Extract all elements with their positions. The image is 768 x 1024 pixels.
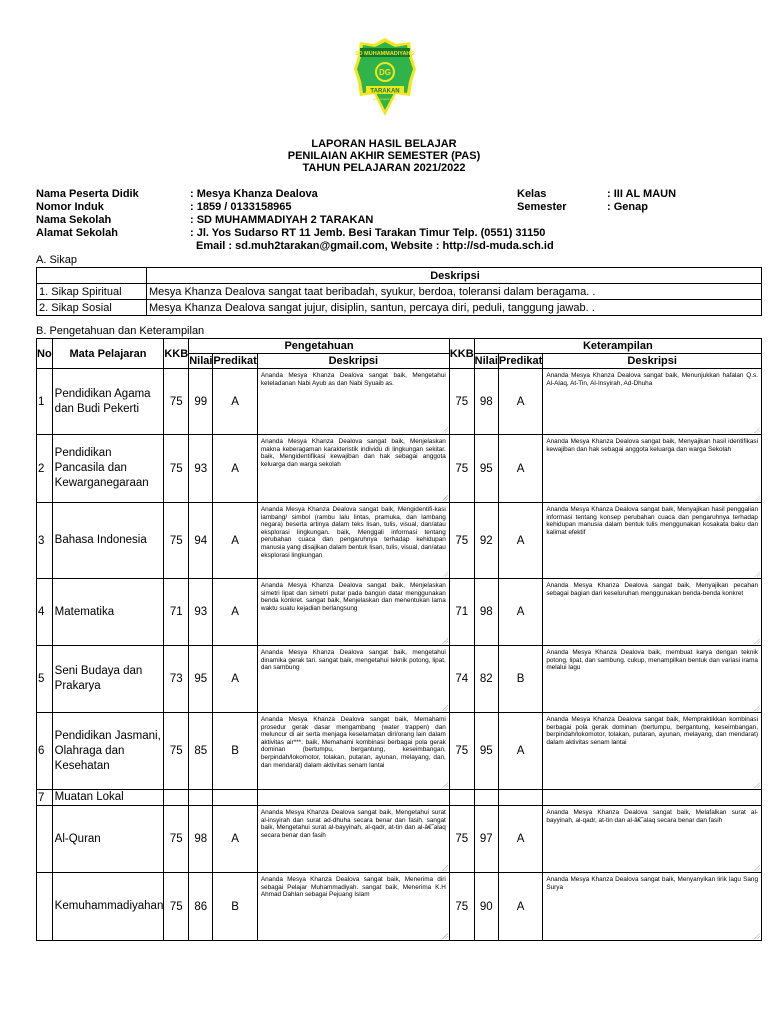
col-nilai-p: Nilai xyxy=(189,355,213,367)
report-year: TAHUN PELAJARAN 2021/2022 xyxy=(302,162,466,174)
table-row xyxy=(37,435,762,503)
semester-value: : Genap xyxy=(607,201,648,213)
row-mapel: Seni Budaya dan Prakarya xyxy=(52,646,164,713)
address-label: Alamat Sekolah xyxy=(36,227,118,239)
table-row xyxy=(37,873,762,941)
col-deskripsi-p: Deskripsi xyxy=(257,354,449,369)
row-predikat-k: B xyxy=(498,646,542,713)
row-nilai-p: 93 xyxy=(189,579,213,646)
table-row xyxy=(37,806,762,873)
row-desc-k: Ananda Mesya Khanza Dealova sangat baik, Menyajikan hasil penggalian informasi tentang konsep perubahan cuaca dan pengaruhnya terhadap kehidupan manusia dalam bentuk tulis menggunakan kosakata baku dan kalimat efektif xyxy=(543,503,762,579)
sikap-desc: Mesya Khanza Dealova sangat jujur, disiplin, santun, percaya diri, peduli, tanggung jawab. . xyxy=(147,300,762,316)
row-nilai-k: 95 xyxy=(474,435,498,503)
row-mapel: Pendidikan Agama dan Budi Pekerti xyxy=(52,369,164,435)
sikap-header: Deskripsi xyxy=(147,268,762,284)
row-predikat-p: A xyxy=(213,806,257,873)
row-desc-p: Ananda Mesya Khanza Dealova sangat baik, mengetahui dinamika gerak tari. sangat baik, mengetahui teknik potong, lipat, dan sambung xyxy=(257,646,449,713)
row-nilai-p: 98 xyxy=(189,806,213,873)
sikap-desc: Mesya Khanza Dealova sangat taat beribadah, syukur, berdoa, toleransi dalam beragama. . xyxy=(147,284,762,300)
row-nilai-p: 94 xyxy=(189,503,213,579)
row-nilai-p: 85 xyxy=(189,713,213,790)
table-row xyxy=(37,790,762,806)
row-kkb-p: 75 xyxy=(164,503,189,579)
sikap-label: 1. Sikap Spiritual xyxy=(37,284,147,300)
row-nilai-k: 82 xyxy=(474,646,498,713)
row-kkb-p: 73 xyxy=(164,646,189,713)
class-label: Kelas xyxy=(517,188,547,200)
logo-bottom-text: TARAKAN xyxy=(370,88,400,95)
row-kkb-p: 75 xyxy=(164,369,189,435)
row-kkb-k: 74 xyxy=(449,646,474,713)
row-mapel: Al-Quran xyxy=(52,806,164,873)
row-desc-k: Ananda Mesya Khanza Dealova sangat baik, Menunjukkan hafalan Q.s. Al-Alaq, At-Tin, Al-Insyirah, Ad-Dhuha xyxy=(543,369,762,435)
row-desc-k: Ananda Mesya Khanza Dealova sangat baik, Menyanyikan lirik lagu Sang Surya xyxy=(543,873,762,941)
name-label: Nama Peserta Didik xyxy=(36,188,139,200)
row-nilai-p: 93 xyxy=(189,435,213,503)
row-desc-p: Ananda Mesya Khanza Dealova sangat baik, Menerima diri sebagai Pelajar Muhammadiyah. sangat baik, Menerima K.H Ahmad Dahlan sebagai Pejuang Islam xyxy=(257,873,449,941)
row-no: 6 xyxy=(37,713,53,790)
sikap-label: 2. Sikap Sosial xyxy=(37,300,147,316)
row-no: 2 xyxy=(37,435,53,503)
row-predikat-p: A xyxy=(213,503,257,579)
row-kkb-k: 75 xyxy=(449,873,474,941)
row-desc-k: Ananda Mesya Khanza Dealova sangat baik, Menyajikan pecahan sebagai bagian dari keseluruhan menggunakan benda-benda konkret xyxy=(543,579,762,646)
sikap-table xyxy=(36,267,762,316)
muatan-lokal-label: Muatan Lokal xyxy=(52,790,164,806)
class-value: : III AL MAUN xyxy=(607,188,677,200)
row-predikat-p: A xyxy=(213,369,257,435)
semester-label: Semester xyxy=(517,201,567,213)
row-nilai-k: 98 xyxy=(474,369,498,435)
school-value: : SD MUHAMMADIYAH 2 TARAKAN xyxy=(190,214,374,226)
row-kkb-k: 75 xyxy=(449,806,474,873)
row-predikat-p: A xyxy=(213,435,257,503)
row-no: 5 xyxy=(37,646,53,713)
name-value: : Mesya Khanza Dealova xyxy=(190,188,318,200)
logo-motto: Berkemajuan Ilmu xyxy=(372,97,398,101)
row-nilai-p: 95 xyxy=(189,646,213,713)
row-predikat-k: A xyxy=(498,435,542,503)
table-row xyxy=(37,646,762,713)
row-nilai-k: 95 xyxy=(474,713,498,790)
row-predikat-k: A xyxy=(498,579,542,646)
row-desc-p: Ananda Mesya Khanza Dealova sangat baik, Mengetahui keteladanan Nabi Ayub as dan Nabi Syuaib as. xyxy=(257,369,449,435)
col-kkb-k: KKB xyxy=(449,339,474,369)
col-mapel: Mata Pelajaran xyxy=(52,339,164,369)
row-mapel: Pendidikan Jasmani, Olahraga dan Kesehatan xyxy=(52,713,164,790)
grades-table xyxy=(36,338,762,941)
row-predikat-p: A xyxy=(213,579,257,646)
row-nilai-k: 90 xyxy=(474,873,498,941)
row-desc-k: Ananda Mesya Khanza Dealova sangat baik, Mempraktikkan kombinasi berbagai pola gerak dominan (bertumpu, bergantung, keseimbangan, berpindah/lokomotor, tolakan, putaran, ayunan, melayang, dan mendarat) dalam aktivitas senam lantai xyxy=(543,713,762,790)
row-nilai-p: 99 xyxy=(189,369,213,435)
row-desc-p: Ananda Mesya Khanza Dealova sangat baik, Mengidentifi-kasi lambang/ simbol (rambu lalu lintas, pramuka, dan lambang negara) beserta artinya dalam teks lisan, tulis, visual, dan/atau eksplorasi lingkungan. baik, Menggali informasi tentang perubahan cuaca dan pengaruhnya terhadap kehidupan manusia yang disajikan dalam bentuk lisan, tulis, visual, dan/atau eksplorasi lingkungan xyxy=(257,503,449,579)
row-no: 7 xyxy=(37,790,53,806)
table-row xyxy=(37,713,762,790)
section-pk-title: B. Pengetahuan dan Keterampilan xyxy=(36,325,205,337)
row-no: 3 xyxy=(37,503,53,579)
row-desc-p: Ananda Mesya Khanza Dealova sangat baik, Memahami prosedur gerak dasar mengambang (water trappen) dan meluncur di air serta menjaga keselamatan diri/orang lain dalam aktivitas air***. baik, Memahami kombinasi berbagai pola gerak dominan (bertumpu, bergantung, keseimbangan, berpindah/lokomotor, tolakan, putaran, ayunan, melayang, dan, dan mendarat) dalam aktivitas senam lantai xyxy=(257,713,449,790)
col-deskripsi-k: Deskripsi xyxy=(543,354,762,369)
section-sikap-title: A. Sikap xyxy=(36,254,77,266)
row-nilai-k: 92 xyxy=(474,503,498,579)
id-label: Nomor Induk xyxy=(36,201,104,213)
col-pengetahuan: Pengetahuan xyxy=(189,339,450,354)
logo-top-text: SD MUHAMMADIYAH 2 xyxy=(355,51,415,57)
row-desc-p: Ananda Mesya Khanza Dealova sangat baik, Mengetahui surat al-insyirah dan surat ad-dhuha secara benar dan fasih. sangat baik, Mengetahui surat al-bayyinah, al-qadr, at-tin dan al-â€˜alaq secara benar dan fasih xyxy=(257,806,449,873)
row-kkb-p: 75 xyxy=(164,873,189,941)
row-kkb-p: 75 xyxy=(164,713,189,790)
row-desc-k: Ananda Mesya Khanza Dealova baik, membuat karya dengan teknik potong, lipat, dan sambung. cukup, menampilkan bentuk dan variasi irama melalui lagu xyxy=(543,646,762,713)
col-no: No xyxy=(37,339,53,369)
col-predikat-k: Predikat xyxy=(498,355,543,367)
school-logo xyxy=(352,36,418,118)
col-predikat-p: Predikat xyxy=(213,355,257,367)
row-predikat-k: A xyxy=(498,503,542,579)
row-nilai-k: 98 xyxy=(474,579,498,646)
row-no: 4 xyxy=(37,579,53,646)
row-nilai-p: 86 xyxy=(189,873,213,941)
table-row xyxy=(37,579,762,646)
row-no: 1 xyxy=(37,369,53,435)
row-predikat-k: A xyxy=(498,369,542,435)
report-title: LAPORAN HASIL BELAJAR xyxy=(311,138,457,150)
row-kkb-k: 71 xyxy=(449,579,474,646)
row-kkb-k: 75 xyxy=(449,713,474,790)
row-kkb-k: 75 xyxy=(449,369,474,435)
row-predikat-k: A xyxy=(498,806,542,873)
id-value: : 1859 / 0133158965 xyxy=(190,201,292,213)
row-kkb-p: 71 xyxy=(164,579,189,646)
table-row xyxy=(37,284,762,300)
table-row xyxy=(37,503,762,579)
email-line: Email : sd.muh2tarakan@gmail.com, Website : http://sd-muda.sch.id xyxy=(196,240,554,252)
row-desc-k: Ananda Mesya Khanza Dealova sangat baik, Menyajikan hasil identifikasi kewajiban dan hak sebagai anggota keluarga dan warga Sekolah xyxy=(543,435,762,503)
row-predikat-p: B xyxy=(213,713,257,790)
row-predikat-p: B xyxy=(213,873,257,941)
row-nilai-k: 97 xyxy=(474,806,498,873)
school-label: Nama Sekolah xyxy=(36,214,112,226)
row-mapel: Bahasa Indonesia xyxy=(52,503,164,579)
row-desc-p: Ananda Mesya Khanza Dealova sangat baik, Menjelaskan makna keberagaman karakteristik individu di lingkungan sekitar. baik, Mengidentifikasi kewajiban dan hak sebagai anggota keluarga dan warga sekolah xyxy=(257,435,449,503)
row-kkb-k: 75 xyxy=(449,435,474,503)
col-kkb-p: KKB xyxy=(164,339,189,369)
report-subtitle: PENILAIAN AKHIR SEMESTER (PAS) xyxy=(287,150,481,162)
row-desc-k: Ananda Mesya Khanza Dealova sangat baik, Melafalkan surat al-bayyinah, al-qadr, at-tin dan al-â€˜alaq secara benar dan fasih xyxy=(543,806,762,873)
col-nilai-k: Nilai xyxy=(474,355,498,367)
row-predikat-p: A xyxy=(213,646,257,713)
row-predikat-k: A xyxy=(498,873,542,941)
row-mapel: Kemuhammadiyahan xyxy=(52,873,164,941)
address-value: : Jl. Yos Sudarso RT 11 Jemb. Besi Tarakan Timur Telp. (0551) 31150 xyxy=(190,227,546,239)
row-kkb-p: 75 xyxy=(164,435,189,503)
svg-text:DG: DG xyxy=(379,68,391,77)
row-predikat-k: A xyxy=(498,713,542,790)
table-row xyxy=(37,300,762,316)
row-kkb-p: 75 xyxy=(164,806,189,873)
row-desc-p: Ananda Mesya Khanza Dealova sangat baik, Menjelaskan simetri lipat dan simetri putar pada bangun datar menggunakan benda konkret. sangat baik, Menjelaskan dan menentukan lama waktu suatu kejadian berlangsung xyxy=(257,579,449,646)
col-keterampilan: Keterampilan xyxy=(474,339,761,354)
row-mapel: Matematika xyxy=(52,579,164,646)
table-row xyxy=(37,369,762,435)
row-mapel: Pendidikan Pancasila dan Kewarganegaraan xyxy=(52,435,164,503)
row-kkb-k: 75 xyxy=(449,503,474,579)
